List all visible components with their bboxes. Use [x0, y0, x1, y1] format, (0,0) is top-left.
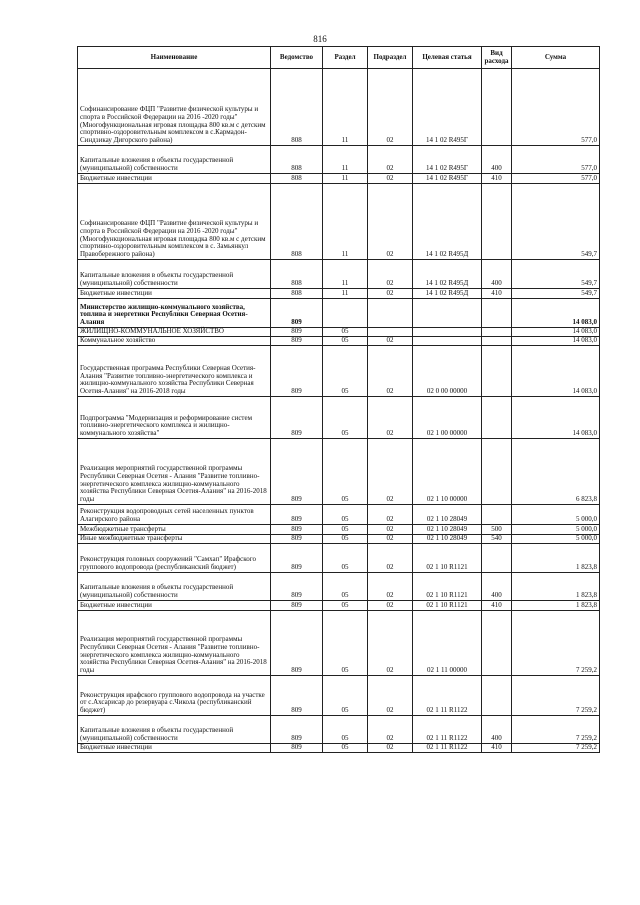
row-podrazdel: 02 [368, 337, 413, 346]
row-razdel [323, 299, 368, 328]
row-summa: 5 000,0 [512, 505, 600, 525]
row-vid-raskhoda: 410 [482, 174, 512, 184]
row-vedomstvo: 809 [271, 346, 323, 397]
row-vid-raskhoda: 540 [482, 535, 512, 544]
row-name: Бюджетные инвестиции [78, 744, 271, 753]
table-row [78, 525, 600, 535]
row-podrazdel: 02 [368, 744, 413, 753]
table-row [78, 184, 600, 260]
row-vedomstvo: 809 [271, 611, 323, 676]
row-razdel: 11 [323, 146, 368, 174]
row-celevaya-statya: 02 1 10 R1121 [413, 573, 482, 601]
row-vid-raskhoda: 410 [482, 601, 512, 611]
row-celevaya-statya: 14 1 02 R495Г [413, 146, 482, 174]
row-summa: 577,0 [512, 69, 600, 146]
row-summa: 14 083,0 [512, 328, 600, 337]
row-summa: 14 083,0 [512, 337, 600, 346]
row-podrazdel: 02 [368, 535, 413, 544]
row-razdel: 05 [323, 337, 368, 346]
row-vedomstvo: 808 [271, 184, 323, 260]
table-row [78, 69, 600, 146]
row-podrazdel [368, 328, 413, 337]
row-razdel: 05 [323, 676, 368, 716]
row-razdel: 05 [323, 744, 368, 753]
row-summa: 14 083,0 [512, 299, 600, 328]
row-razdel: 11 [323, 260, 368, 289]
budget-table [77, 46, 600, 753]
row-podrazdel: 02 [368, 611, 413, 676]
row-name: Межбюджетные трансферты [78, 525, 271, 535]
row-vid-raskhoda [482, 328, 512, 337]
table-row [78, 346, 600, 397]
row-podrazdel: 02 [368, 174, 413, 184]
row-summa: 549,7 [512, 184, 600, 260]
table-row [78, 535, 600, 544]
row-celevaya-statya: 14 1 02 R495Г [413, 69, 482, 146]
row-vid-raskhoda [482, 299, 512, 328]
row-vedomstvo: 809 [271, 535, 323, 544]
table-row [78, 716, 600, 744]
row-name: Реализация мероприятий государственной программы Республики Северная Осетия - Алания "Развитие топливно-энергетического комплекса жилищно-коммунального хозяйства Республики Северная Осетия-Алания" на 2016-2018 годы [78, 611, 271, 676]
row-vedomstvo: 808 [271, 260, 323, 289]
table-header-row [78, 47, 600, 69]
row-celevaya-statya [413, 337, 482, 346]
table-row [78, 611, 600, 676]
row-vid-raskhoda [482, 346, 512, 397]
row-summa: 1 823,8 [512, 573, 600, 601]
row-vid-raskhoda: 400 [482, 146, 512, 174]
row-celevaya-statya: 02 1 11 R1122 [413, 676, 482, 716]
row-podrazdel [368, 299, 413, 328]
row-name: Министерство жилищно-коммунального хозяйства, топлива и энергетики Республики Северная Осетия-Алания [78, 299, 271, 328]
row-vid-raskhoda: 400 [482, 716, 512, 744]
row-name: Капитальные вложения в объекты государственной (муниципальной) собственности [78, 573, 271, 601]
row-name: Капитальные вложения в объекты государственной (муниципальной) собственности [78, 146, 271, 174]
row-razdel: 11 [323, 184, 368, 260]
row-podrazdel: 02 [368, 544, 413, 573]
table-row [78, 146, 600, 174]
row-vid-raskhoda [482, 397, 512, 439]
table-row [78, 299, 600, 328]
row-vedomstvo: 809 [271, 676, 323, 716]
row-summa: 577,0 [512, 146, 600, 174]
row-name: Софинансирование ФЦП "Развитие физической культуры и спорта в Российской Федерации на 2016 -2020 годы" (Многофункциональная игровая площадка 800 кв.м с детским спортивно-оздоровительным комплексом в с. Замьянкул Правобережного района) [78, 184, 271, 260]
row-vedomstvo: 809 [271, 544, 323, 573]
row-name: Софинансирование ФЦП "Развитие физической культуры и спорта в Российской Федерации на 2016 -2020 годы" (Многофункциональная игровая площадка 800 кв.м с детским спортивно-оздоровительным комплексом в с.Кармадон-Синдзикау Дигорского района) [78, 69, 271, 146]
table-row [78, 337, 600, 346]
row-vid-raskhoda [482, 337, 512, 346]
row-razdel: 05 [323, 525, 368, 535]
row-celevaya-statya: 14 1 02 R495Д [413, 289, 482, 299]
header-vid-raskhoda: Вид расхода [482, 47, 512, 69]
row-vedomstvo: 809 [271, 601, 323, 611]
row-razdel: 11 [323, 69, 368, 146]
row-name: Бюджетные инвестиции [78, 289, 271, 299]
header-celevaya-statya: Целевая статья [413, 47, 482, 69]
row-celevaya-statya: 02 0 00 00000 [413, 346, 482, 397]
row-razdel: 05 [323, 601, 368, 611]
row-podrazdel: 02 [368, 439, 413, 505]
row-razdel: 05 [323, 535, 368, 544]
row-podrazdel: 02 [368, 573, 413, 601]
row-celevaya-statya: 14 1 02 R495Д [413, 260, 482, 289]
header-razdel: Раздел [323, 47, 368, 69]
row-summa: 1 823,8 [512, 601, 600, 611]
table-row [78, 328, 600, 337]
row-razdel: 11 [323, 174, 368, 184]
table-row [78, 544, 600, 573]
row-summa: 5 000,0 [512, 535, 600, 544]
row-vid-raskhoda: 410 [482, 744, 512, 753]
row-celevaya-statya: 02 1 11 00000 [413, 611, 482, 676]
row-vedomstvo: 809 [271, 505, 323, 525]
row-name: Капитальные вложения в объекты государственной (муниципальной) собственности [78, 716, 271, 744]
row-name: Капитальные вложения в объекты государственной (муниципальной) собственности [78, 260, 271, 289]
table-row [78, 573, 600, 601]
row-podrazdel: 02 [368, 525, 413, 535]
row-vedomstvo: 809 [271, 439, 323, 505]
table-row [78, 174, 600, 184]
row-summa: 549,7 [512, 260, 600, 289]
row-vid-raskhoda [482, 544, 512, 573]
header-summa: Сумма [512, 47, 600, 69]
row-summa: 1 823,8 [512, 544, 600, 573]
row-razdel: 05 [323, 397, 368, 439]
table-row [78, 676, 600, 716]
row-summa: 7 259,2 [512, 611, 600, 676]
table-row [78, 260, 600, 289]
row-celevaya-statya: 14 1 02 R495Г [413, 174, 482, 184]
row-vedomstvo: 808 [271, 174, 323, 184]
table-row [78, 289, 600, 299]
row-podrazdel: 02 [368, 184, 413, 260]
row-vedomstvo: 808 [271, 69, 323, 146]
row-razdel: 05 [323, 573, 368, 601]
row-vid-raskhoda [482, 69, 512, 146]
row-summa: 7 259,2 [512, 716, 600, 744]
row-vedomstvo: 809 [271, 573, 323, 601]
table-row [78, 397, 600, 439]
row-vedomstvo: 809 [271, 397, 323, 439]
row-summa: 14 083,0 [512, 397, 600, 439]
row-name: Иные межбюджетные трансферты [78, 535, 271, 544]
row-name: Бюджетные инвестиции [78, 601, 271, 611]
page-number: 816 [313, 34, 327, 44]
row-vedomstvo: 809 [271, 337, 323, 346]
row-summa: 7 259,2 [512, 676, 600, 716]
table-row [78, 505, 600, 525]
row-vedomstvo: 809 [271, 525, 323, 535]
row-vid-raskhoda [482, 184, 512, 260]
row-razdel: 05 [323, 544, 368, 573]
row-name: Государственная программа Республики Северная Осетия-Алания "Развитие топливно-энергетического комплекса и жилищно-коммунального хозяйства Республики Северная Осетия-Алания" на 2016-2018 годы [78, 346, 271, 397]
header-name: Наименование [78, 47, 271, 69]
row-podrazdel: 02 [368, 601, 413, 611]
row-podrazdel: 02 [368, 289, 413, 299]
row-vid-raskhoda: 400 [482, 573, 512, 601]
row-razdel: 05 [323, 611, 368, 676]
row-podrazdel: 02 [368, 716, 413, 744]
row-podrazdel: 02 [368, 676, 413, 716]
row-podrazdel: 02 [368, 505, 413, 525]
row-summa: 6 823,8 [512, 439, 600, 505]
row-podrazdel: 02 [368, 397, 413, 439]
row-name: Реконструкция головных сооружений "Самхап" Ирафского группового водопровода (республиканский бюджет) [78, 544, 271, 573]
header-vedomstvo: Ведомство [271, 47, 323, 69]
row-celevaya-statya: 02 1 10 00000 [413, 439, 482, 505]
table-row [78, 439, 600, 505]
row-vedomstvo: 808 [271, 289, 323, 299]
header-podrazdel: Подраздел [368, 47, 413, 69]
row-podrazdel: 02 [368, 260, 413, 289]
row-vid-raskhoda [482, 611, 512, 676]
row-vid-raskhoda: 410 [482, 289, 512, 299]
row-razdel: 05 [323, 439, 368, 505]
row-name: ЖИЛИЩНО-КОММУНАЛЬНОЕ ХОЗЯЙСТВО [78, 328, 271, 337]
row-name: Реконструкция водопроводных сетей населенных пунктов Алагирского района [78, 505, 271, 525]
row-name: Реализация мероприятий государственной программы Республики Северная Осетия - Алания "Развитие топливно-энергетического комплекса жилищно-коммунального хозяйства Республики Северная Осетия-Алания" на 2016-2018 годы [78, 439, 271, 505]
row-vedomstvo: 808 [271, 146, 323, 174]
row-celevaya-statya: 02 1 10 R1121 [413, 544, 482, 573]
row-celevaya-statya [413, 299, 482, 328]
row-name: Коммунальное хозяйство [78, 337, 271, 346]
row-name: Бюджетные инвестиции [78, 174, 271, 184]
row-podrazdel: 02 [368, 346, 413, 397]
row-summa: 7 259,2 [512, 744, 600, 753]
row-vid-raskhoda [482, 439, 512, 505]
row-summa: 549,7 [512, 289, 600, 299]
row-vedomstvo: 809 [271, 328, 323, 337]
row-celevaya-statya: 02 1 00 00000 [413, 397, 482, 439]
row-celevaya-statya: 14 1 02 R495Д [413, 184, 482, 260]
table-row [78, 744, 600, 753]
row-razdel: 05 [323, 716, 368, 744]
row-celevaya-statya: 02 1 10 28049 [413, 525, 482, 535]
row-name: Подпрограмма "Модернизация и реформирование систем топливно-энергетического комплекса и жилищно-коммунального хозяйства" [78, 397, 271, 439]
row-razdel: 11 [323, 289, 368, 299]
row-vedomstvo: 809 [271, 744, 323, 753]
row-celevaya-statya: 02 1 10 28049 [413, 505, 482, 525]
row-summa: 14 083,0 [512, 346, 600, 397]
row-celevaya-statya: 02 1 11 R1122 [413, 744, 482, 753]
row-podrazdel: 02 [368, 146, 413, 174]
row-vid-raskhoda: 500 [482, 525, 512, 535]
row-vid-raskhoda [482, 676, 512, 716]
row-summa: 577,0 [512, 174, 600, 184]
row-celevaya-statya: 02 1 11 R1122 [413, 716, 482, 744]
row-celevaya-statya [413, 328, 482, 337]
row-vedomstvo: 809 [271, 299, 323, 328]
row-razdel: 05 [323, 505, 368, 525]
row-summa: 5 000,0 [512, 525, 600, 535]
row-podrazdel: 02 [368, 69, 413, 146]
row-celevaya-statya: 02 1 10 R1121 [413, 601, 482, 611]
row-vid-raskhoda [482, 505, 512, 525]
row-razdel: 05 [323, 328, 368, 337]
row-vedomstvo: 809 [271, 716, 323, 744]
row-razdel: 05 [323, 346, 368, 397]
row-name: Реконструкция ирафского группового водопровода на участке от с.Ахсарисар до резервуара с.Чикола (республиканский бюджет) [78, 676, 271, 716]
table-row [78, 601, 600, 611]
row-celevaya-statya: 02 1 10 28049 [413, 535, 482, 544]
row-vid-raskhoda: 400 [482, 260, 512, 289]
